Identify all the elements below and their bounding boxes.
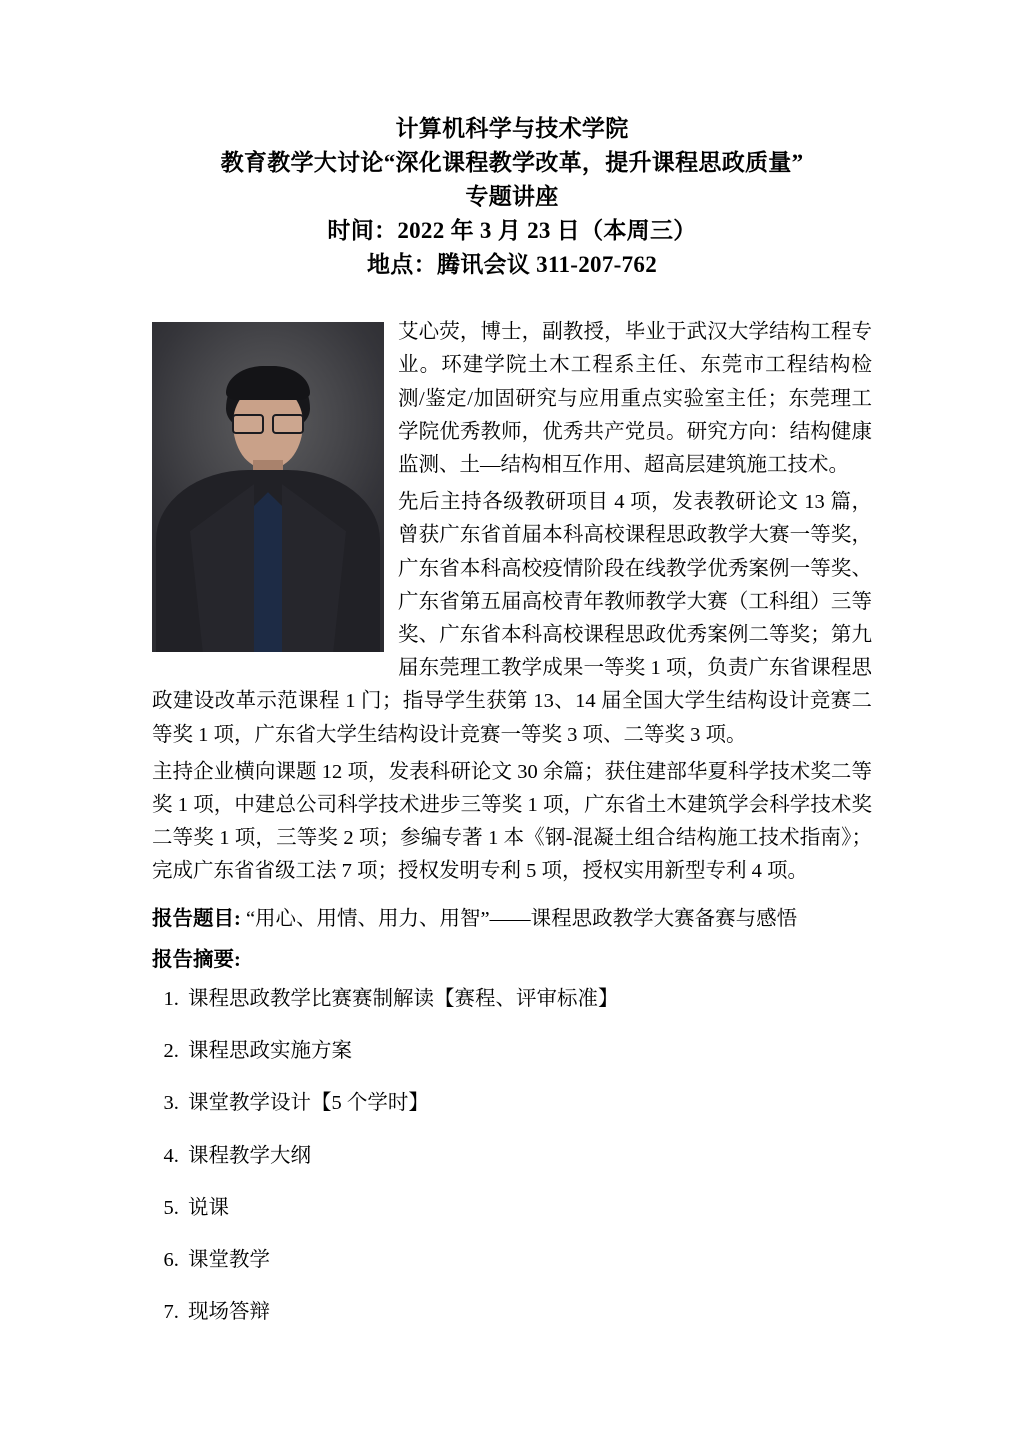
report-summary-list <box>152 983 872 1329</box>
report-topic-row <box>152 903 872 936</box>
report-topic-text: “用心、用情、用力、用智”——课程思政教学大赛备赛与感悟 <box>245 907 798 930</box>
list-item: 2. 课程思政实施方案 <box>184 1035 872 1068</box>
list-item: 3. 课堂教学设计【5 个学时】 <box>184 1087 872 1120</box>
report-summary-label: 报告摘要: <box>152 948 241 971</box>
speaker-bio-block <box>152 316 872 888</box>
report-topic-label: 报告题目: <box>152 907 241 930</box>
header-line-theme: 教育教学大讨论“深化课程教学改革，提升课程思政质量” <box>220 150 804 176</box>
list-item: 6. 课堂教学 <box>184 1244 872 1277</box>
header-line-college: 计算机科学与技术学院 <box>395 116 629 141</box>
list-item: 4. 课程教学大纲 <box>184 1140 872 1173</box>
glasses-icon <box>230 414 306 432</box>
document-content <box>152 112 872 1348</box>
header-line-time: 时间：2022 年 3 月 23 日（本周三） <box>327 218 697 244</box>
list-item: 1. 课程思政教学比赛赛制解读【赛程、评审标准】 <box>184 983 872 1016</box>
bio-paragraph-2: 先后主持各级教研项目 4 项，发表教研论文 13 篇，曾获广东省首届本科高校课程思政教学大赛一等奖，广东省本科高校疫情阶段在线教学优秀案例一等奖、广东省第五届高校青年教师教学大赛（工科组）三等奖、广东省本科高校课程思政优秀案例二等奖；第九届东莞理工教学成果一等奖 1 项，负责广东省课程思政建设改革示范课程 1 门；指导学生获第 13、14 届全国大学生结构设计竞赛二等奖 1 项，广东省大学生结构设计竞赛一等奖 3 项、二等奖 3 项。 <box>152 491 872 746</box>
header-line-location: 地点：腾讯会议 311-207-762 <box>367 252 657 278</box>
speaker-portrait <box>152 322 384 652</box>
list-item: 5. 说课 <box>184 1192 872 1225</box>
document-header <box>152 112 872 282</box>
header-line-lecture-type: 专题讲座 <box>465 184 559 210</box>
bio-paragraph-3: 主持企业横向课题 12 项，发表科研论文 30 余篇；获住建部华夏科学技术奖二等奖 1 项，中建总公司科学技术进步三等奖 1 项，广东省土木建筑学会科学技术奖二等奖 1 项，三等奖 2 项；参编专著 1 本《钢-混凝土组合结构施工技术指南》；完成广东省省级工法 7 项；授权发明专利 5 项，授权实用新型专利 4 项。 <box>152 760 872 883</box>
bio-paragraph-1: 艾心荧，博士，副教授，毕业于武汉大学结构工程专业。环建学院土木工程系主任、东莞市工程结构检测/鉴定/加固研究与应用重点实验室主任；东莞理工学院优秀教师，优秀共产党员。研究方向：结构健康监测、土—结构相互作用、超高层建筑施工技术。 <box>398 321 872 476</box>
list-item: 7. 现场答辩 <box>184 1296 872 1329</box>
portrait-hair-top <box>226 366 310 400</box>
